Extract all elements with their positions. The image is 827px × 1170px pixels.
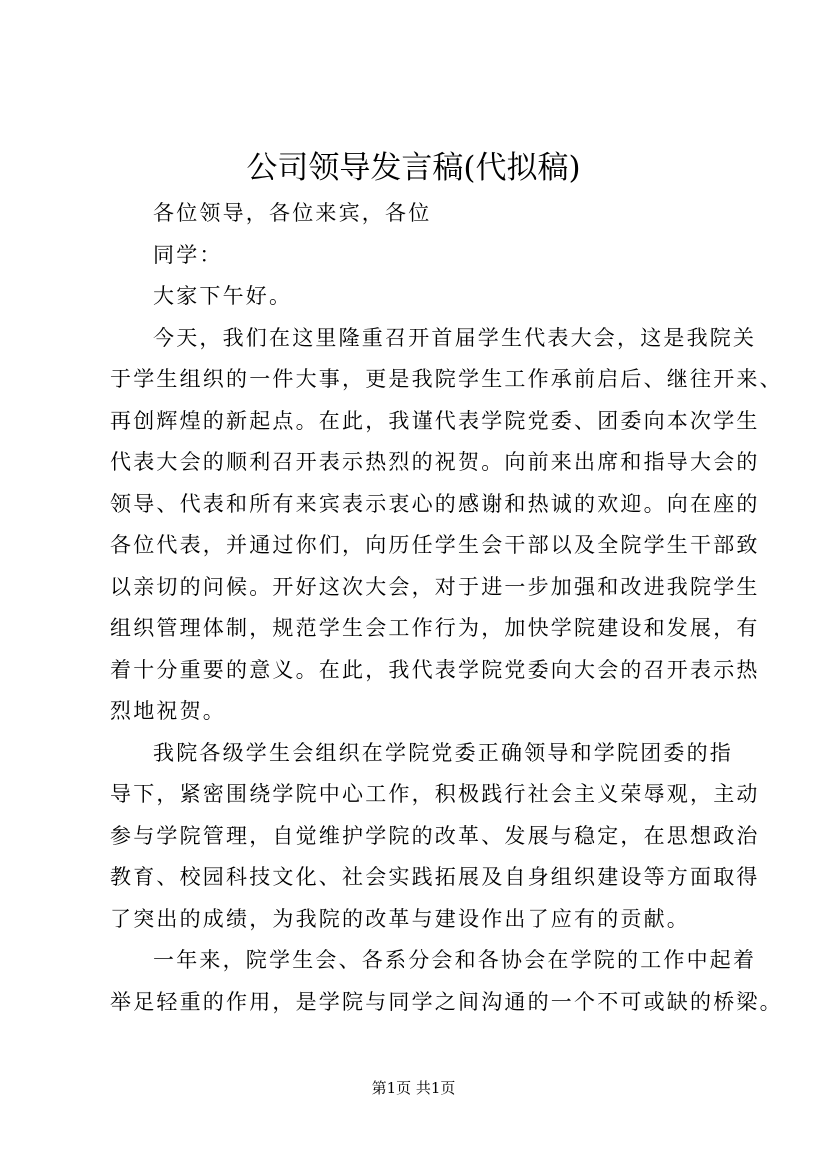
text-line: 一年来，院学生会、各系分会和各协会在学院的工作中起着: [153, 948, 757, 972]
text-line: 领导、代表和所有来宾表示衷心的感谢和热诚的欢迎。向在座的: [110, 491, 760, 516]
text-line: 今天，我们在这里隆重召开首届学生代表大会，这是我院关: [153, 325, 757, 350]
text-line: 组织管理体制，规范学生会工作行为，加快学院建设和发展，有: [110, 616, 760, 640]
text-line: 再创辉煌的新起点。在此，我谨代表学院党委、团委向本次学生: [110, 408, 760, 433]
page-footer: 第1页 共1页: [371, 1079, 456, 1097]
text-line: 教育、校园科技文化、社会实践拓展及自身组织建设等方面取得: [110, 865, 760, 889]
text-line: 于学生组织的一件大事，更是我院学生工作承前启后、继往开来、: [110, 367, 783, 391]
text-line: 着十分重要的意义。在此，我代表学院党委向大会的召开表示热: [110, 657, 760, 682]
text-line: 代表大会的顺利召开表示热烈的祝贺。向前来出席和指导大会的: [110, 450, 760, 474]
text-line: 同学：: [153, 242, 223, 267]
text-line: 大家下午好。: [153, 284, 293, 308]
text-line: 导下，紧密围绕学院中心工作，积极践行社会主义荣辱观，主动: [110, 782, 760, 806]
text-line: 以亲切的问候。开好这次大会，对于进一步加强和改进我院学生: [110, 574, 760, 599]
document-body: [110, 193, 783, 1023]
text-line: 参与学院管理，自觉维护学院的改革、发展与稳定，在思想政治: [110, 823, 760, 848]
text-line: 了突出的成绩，为我院的改革与建设作出了应有的贡献。: [110, 906, 690, 931]
text-line: 各位代表，并通过你们，向历任学生会干部以及全院学生干部致: [110, 533, 760, 557]
text-line: 我院各级学生会组织在学院党委正确领导和学院团委的指: [153, 740, 733, 765]
text-line: 举足轻重的作用，是学院与同学之间沟通的一个不可或缺的桥梁。: [110, 989, 783, 1014]
text-line: 各位领导，各位来宾，各位: [153, 201, 432, 225]
text-line: 烈地祝贺。: [110, 699, 226, 723]
document-title: 公司领导发言稿(代拟稿): [246, 150, 581, 186]
